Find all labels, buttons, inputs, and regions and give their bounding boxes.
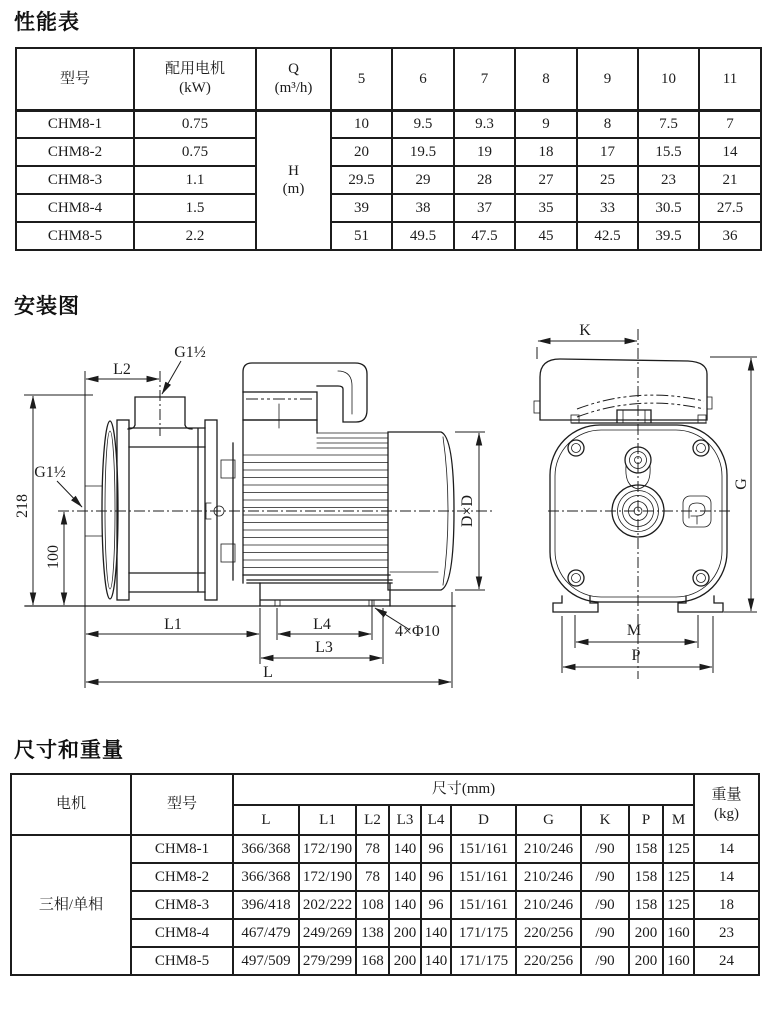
value-cell: 202/222 bbox=[299, 891, 356, 919]
header-cell-model: 型号 bbox=[131, 774, 233, 835]
front-view-dimensions bbox=[537, 322, 757, 673]
head-cell: 51 bbox=[331, 222, 392, 250]
head-unit-line2: (m) bbox=[282, 181, 305, 198]
header-cell-dim: L2 bbox=[356, 805, 389, 835]
header-cell-flow: 7 bbox=[454, 48, 515, 110]
power-cell: 1.1 bbox=[134, 166, 256, 194]
model-cell: CHM8-5 bbox=[16, 222, 134, 250]
value-cell: 151/161 bbox=[451, 863, 516, 891]
dim-label-l2: L2 bbox=[113, 361, 131, 378]
header-cell-flow: 8 bbox=[515, 48, 577, 110]
value-cell: /90 bbox=[581, 863, 629, 891]
table-row bbox=[11, 835, 759, 863]
value-cell: /90 bbox=[581, 835, 629, 863]
head-cell: 7.5 bbox=[638, 110, 699, 138]
header-cell-flow: 6 bbox=[392, 48, 454, 110]
head-cell: 37 bbox=[454, 194, 515, 222]
header-cell-dim: D bbox=[451, 805, 516, 835]
value-cell: 125 bbox=[663, 863, 694, 891]
header-cell-q bbox=[256, 48, 331, 110]
value-cell: 158 bbox=[629, 863, 663, 891]
header-cell-flow: 11 bbox=[699, 48, 761, 110]
weight-cell: 18 bbox=[694, 891, 759, 919]
weight-cell: 24 bbox=[694, 947, 759, 975]
head-cell: 27.5 bbox=[699, 194, 761, 222]
head-cell: 15.5 bbox=[638, 138, 699, 166]
head-cell: 9 bbox=[515, 110, 577, 138]
head-cell: 27 bbox=[515, 166, 577, 194]
dim-label-l3: L3 bbox=[315, 639, 333, 656]
header-cell-flow: 10 bbox=[638, 48, 699, 110]
table-row bbox=[16, 194, 761, 222]
value-cell: 125 bbox=[663, 891, 694, 919]
header-cell-motor bbox=[134, 48, 256, 110]
value-cell: 249/269 bbox=[299, 919, 356, 947]
power-cell: 0.75 bbox=[134, 138, 256, 166]
head-cell: 42.5 bbox=[577, 222, 638, 250]
value-cell: 158 bbox=[629, 835, 663, 863]
power-cell: 1.5 bbox=[134, 194, 256, 222]
header-cell-dim: P bbox=[629, 805, 663, 835]
head-cell: 9.5 bbox=[392, 110, 454, 138]
head-cell: 49.5 bbox=[392, 222, 454, 250]
value-cell: 396/418 bbox=[233, 891, 299, 919]
value-cell: 160 bbox=[663, 919, 694, 947]
head-cell: 17 bbox=[577, 138, 638, 166]
head-unit-line1: H bbox=[288, 162, 299, 179]
side-view-dimensions bbox=[14, 344, 485, 688]
value-cell: 140 bbox=[421, 947, 451, 975]
header-cell-motor: 电机 bbox=[11, 774, 131, 835]
model-cell: CHM8-5 bbox=[131, 947, 233, 975]
value-cell: 171/175 bbox=[451, 919, 516, 947]
dim-label-p: P bbox=[631, 647, 641, 664]
dim-label-218: 218 bbox=[14, 494, 31, 518]
model-cell: CHM8-1 bbox=[16, 110, 134, 138]
table-row bbox=[16, 138, 761, 166]
head-cell: 33 bbox=[577, 194, 638, 222]
value-cell: 200 bbox=[389, 919, 421, 947]
model-cell: CHM8-2 bbox=[131, 863, 233, 891]
value-cell: 96 bbox=[421, 863, 451, 891]
value-cell: 220/256 bbox=[516, 947, 581, 975]
value-cell: 220/256 bbox=[516, 919, 581, 947]
dim-label-l: L bbox=[263, 664, 273, 681]
head-cell: 19 bbox=[454, 138, 515, 166]
weight-cell: 14 bbox=[694, 835, 759, 863]
head-cell: 25 bbox=[577, 166, 638, 194]
header-weight-line1: 重量 bbox=[711, 787, 742, 804]
header-cell-flow: 9 bbox=[577, 48, 638, 110]
value-cell: 140 bbox=[389, 835, 421, 863]
header-cell-weight bbox=[694, 774, 759, 835]
value-cell: 210/246 bbox=[516, 891, 581, 919]
value-cell: 210/246 bbox=[516, 863, 581, 891]
performance-table bbox=[15, 47, 762, 251]
value-cell: 172/190 bbox=[299, 863, 356, 891]
performance-heading: 性能表 bbox=[14, 11, 80, 34]
value-cell: 366/368 bbox=[233, 863, 299, 891]
value-cell: 200 bbox=[629, 919, 663, 947]
value-cell: 151/161 bbox=[451, 891, 516, 919]
value-cell: 138 bbox=[356, 919, 389, 947]
head-cell: 38 bbox=[392, 194, 454, 222]
value-cell: /90 bbox=[581, 919, 629, 947]
power-cell: 0.75 bbox=[134, 110, 256, 138]
value-cell: /90 bbox=[581, 947, 629, 975]
value-cell: 172/190 bbox=[299, 835, 356, 863]
header-cell-dim: L4 bbox=[421, 805, 451, 835]
value-cell: 467/479 bbox=[233, 919, 299, 947]
model-cell: CHM8-3 bbox=[131, 891, 233, 919]
table-header-row bbox=[11, 774, 759, 805]
header-cell-dim: L3 bbox=[389, 805, 421, 835]
head-cell: 39.5 bbox=[638, 222, 699, 250]
value-cell: 140 bbox=[421, 919, 451, 947]
head-cell: 29 bbox=[392, 166, 454, 194]
head-cell: 47.5 bbox=[454, 222, 515, 250]
motor-type-cell: 三相/单相 bbox=[11, 835, 131, 975]
header-cell-dim: L bbox=[233, 805, 299, 835]
dim-label-l4: L4 bbox=[313, 616, 331, 633]
value-cell: 125 bbox=[663, 835, 694, 863]
head-cell: 36 bbox=[699, 222, 761, 250]
header-q-line2: (m³/h) bbox=[274, 79, 313, 96]
head-cell: 21 bbox=[699, 166, 761, 194]
dim-label-dxd: D×D bbox=[459, 494, 476, 528]
value-cell: 210/246 bbox=[516, 835, 581, 863]
head-cell: 10 bbox=[331, 110, 392, 138]
dim-label-inlet-thread: G1½ bbox=[174, 344, 206, 361]
value-cell: 108 bbox=[356, 891, 389, 919]
dim-label-base-holes: 4×Φ10 bbox=[395, 623, 440, 640]
head-cell: 7 bbox=[699, 110, 761, 138]
header-cell-dim: G bbox=[516, 805, 581, 835]
dim-label-l1: L1 bbox=[164, 616, 182, 633]
value-cell: 140 bbox=[389, 863, 421, 891]
table-header-row bbox=[16, 48, 761, 110]
dim-label-100: 100 bbox=[45, 545, 62, 569]
dim-label-m: M bbox=[626, 622, 642, 639]
head-cell: 9.3 bbox=[454, 110, 515, 138]
head-cell: 29.5 bbox=[331, 166, 392, 194]
dim-label-k: K bbox=[579, 322, 591, 339]
header-cell-dim: M bbox=[663, 805, 694, 835]
head-cell: 14 bbox=[699, 138, 761, 166]
header-cell-flow: 5 bbox=[331, 48, 392, 110]
model-cell: CHM8-3 bbox=[16, 166, 134, 194]
value-cell: 78 bbox=[356, 835, 389, 863]
value-cell: 279/299 bbox=[299, 947, 356, 975]
head-cell: 35 bbox=[515, 194, 577, 222]
value-cell: 200 bbox=[389, 947, 421, 975]
value-cell: /90 bbox=[581, 891, 629, 919]
header-cell-model: 型号 bbox=[16, 48, 134, 110]
header-weight-line2: (kg) bbox=[714, 805, 740, 822]
header-motor-line2: (kW) bbox=[179, 79, 211, 96]
model-cell: CHM8-2 bbox=[16, 138, 134, 166]
installation-heading: 安装图 bbox=[14, 295, 80, 318]
value-cell: 96 bbox=[421, 891, 451, 919]
header-cell-dim: K bbox=[581, 805, 629, 835]
value-cell: 140 bbox=[389, 891, 421, 919]
installation-diagram bbox=[0, 320, 780, 720]
head-cell: 30.5 bbox=[638, 194, 699, 222]
table-row bbox=[16, 110, 761, 138]
header-motor-line1: 配用电机 bbox=[164, 61, 225, 78]
value-cell: 497/509 bbox=[233, 947, 299, 975]
model-cell: CHM8-1 bbox=[131, 835, 233, 863]
model-cell: CHM8-4 bbox=[131, 919, 233, 947]
header-q-line1: Q bbox=[288, 61, 299, 78]
value-cell: 160 bbox=[663, 947, 694, 975]
pump-side-view bbox=[25, 363, 492, 606]
table-row bbox=[16, 222, 761, 250]
weight-cell: 23 bbox=[694, 919, 759, 947]
value-cell: 171/175 bbox=[451, 947, 516, 975]
head-cell: 8 bbox=[577, 110, 638, 138]
header-cell-dim: L1 bbox=[299, 805, 356, 835]
header-cell-dims-group: 尺寸(mm) bbox=[233, 774, 694, 805]
dim-label-suction-thread: G1½ bbox=[34, 464, 66, 481]
dim-label-g: G bbox=[733, 478, 750, 490]
head-cell: 20 bbox=[331, 138, 392, 166]
weight-cell: 14 bbox=[694, 863, 759, 891]
head-cell: 18 bbox=[515, 138, 577, 166]
value-cell: 96 bbox=[421, 835, 451, 863]
head-cell: 45 bbox=[515, 222, 577, 250]
head-cell: 28 bbox=[454, 166, 515, 194]
value-cell: 200 bbox=[629, 947, 663, 975]
dimensions-heading: 尺寸和重量 bbox=[14, 739, 124, 762]
value-cell: 158 bbox=[629, 891, 663, 919]
value-cell: 151/161 bbox=[451, 835, 516, 863]
model-cell: CHM8-4 bbox=[16, 194, 134, 222]
head-cell: 23 bbox=[638, 166, 699, 194]
value-cell: 78 bbox=[356, 863, 389, 891]
head-unit-cell bbox=[256, 110, 331, 250]
dimensions-table bbox=[10, 773, 760, 976]
power-cell: 2.2 bbox=[134, 222, 256, 250]
table-row bbox=[16, 166, 761, 194]
value-cell: 168 bbox=[356, 947, 389, 975]
value-cell: 366/368 bbox=[233, 835, 299, 863]
head-cell: 39 bbox=[331, 194, 392, 222]
head-cell: 19.5 bbox=[392, 138, 454, 166]
